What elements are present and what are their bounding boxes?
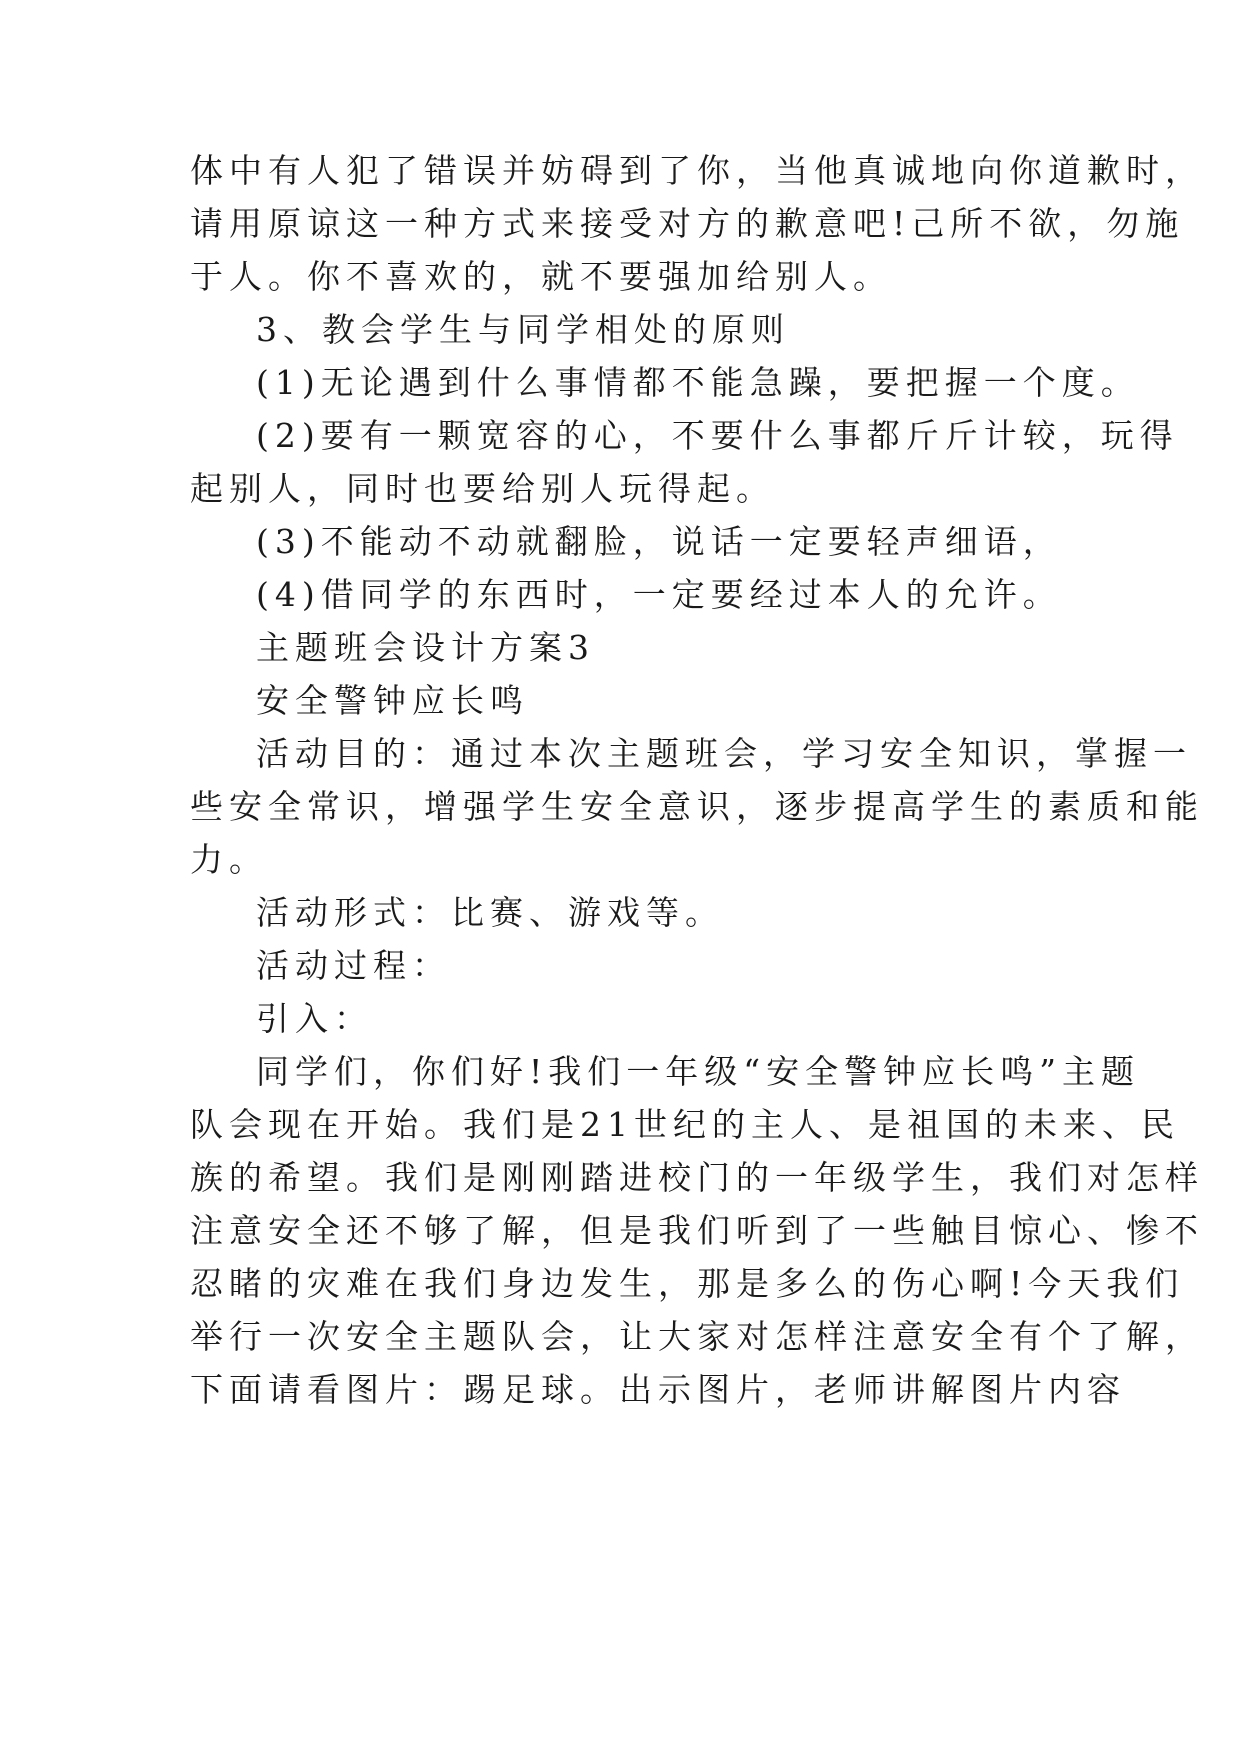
text-line: 于人。你不喜欢的，就不要强加给别人。 bbox=[190, 257, 892, 296]
text-line: 引入： bbox=[256, 999, 373, 1038]
text-line: 请用原谅这一种方式来接受对方的歉意吧!己所不欲，勿施 bbox=[190, 204, 1185, 243]
text-line: 下面请看图片：踢足球。出示图片，老师讲解图片内容 bbox=[190, 1370, 1126, 1409]
text-line: 活动形式：比赛、游戏等。 bbox=[256, 893, 724, 932]
text-line: 同学们，你们好!我们一年级“安全警钟应长鸣”主题 bbox=[256, 1052, 1141, 1091]
text-line: 忍睹的灾难在我们身边发生，那是多么的伤心啊!今天我们 bbox=[190, 1264, 1185, 1303]
text-line: (3)不能动不动就翻脸，说话一定要轻声细语， bbox=[256, 522, 1062, 561]
text-line: 起别人，同时也要给别人玩得起。 bbox=[190, 469, 775, 508]
text-line: (2)要有一颗宽容的心，不要什么事都斤斤计较，玩得 bbox=[256, 416, 1179, 455]
text-line: (1)无论遇到什么事情都不能急躁，要把握一个度。 bbox=[256, 363, 1140, 402]
text-line: 族的希望。我们是刚刚踏进校门的一年级学生，我们对怎样 bbox=[190, 1158, 1204, 1197]
text-line: 力。 bbox=[190, 840, 268, 879]
text-line: 注意安全还不够了解，但是我们听到了一些触目惊心、惨不 bbox=[190, 1211, 1204, 1250]
text-line: 体中有人犯了错误并妨碍到了你，当他真诚地向你道歉时， bbox=[190, 151, 1204, 190]
text-line: 队会现在开始。我们是21世纪的主人、是祖国的未来、民 bbox=[190, 1105, 1180, 1144]
plan-subtitle: 安全警钟应长鸣 bbox=[256, 681, 529, 720]
text-line: 活动过程： bbox=[256, 946, 451, 985]
section-heading: 3、教会学生与同学相处的原则 bbox=[256, 310, 790, 349]
text-line: 活动目的：通过本次主题班会，学习安全知识，掌握一 bbox=[256, 734, 1192, 773]
text-line: 些安全常识，增强学生安全意识，逐步提高学生的素质和能 bbox=[190, 787, 1204, 826]
text-line: 举行一次安全主题队会，让大家对怎样注意安全有个了解， bbox=[190, 1317, 1204, 1356]
text-line: (4)借同学的东西时，一定要经过本人的允许。 bbox=[256, 575, 1062, 614]
plan-title: 主题班会设计方案3 bbox=[256, 628, 595, 667]
